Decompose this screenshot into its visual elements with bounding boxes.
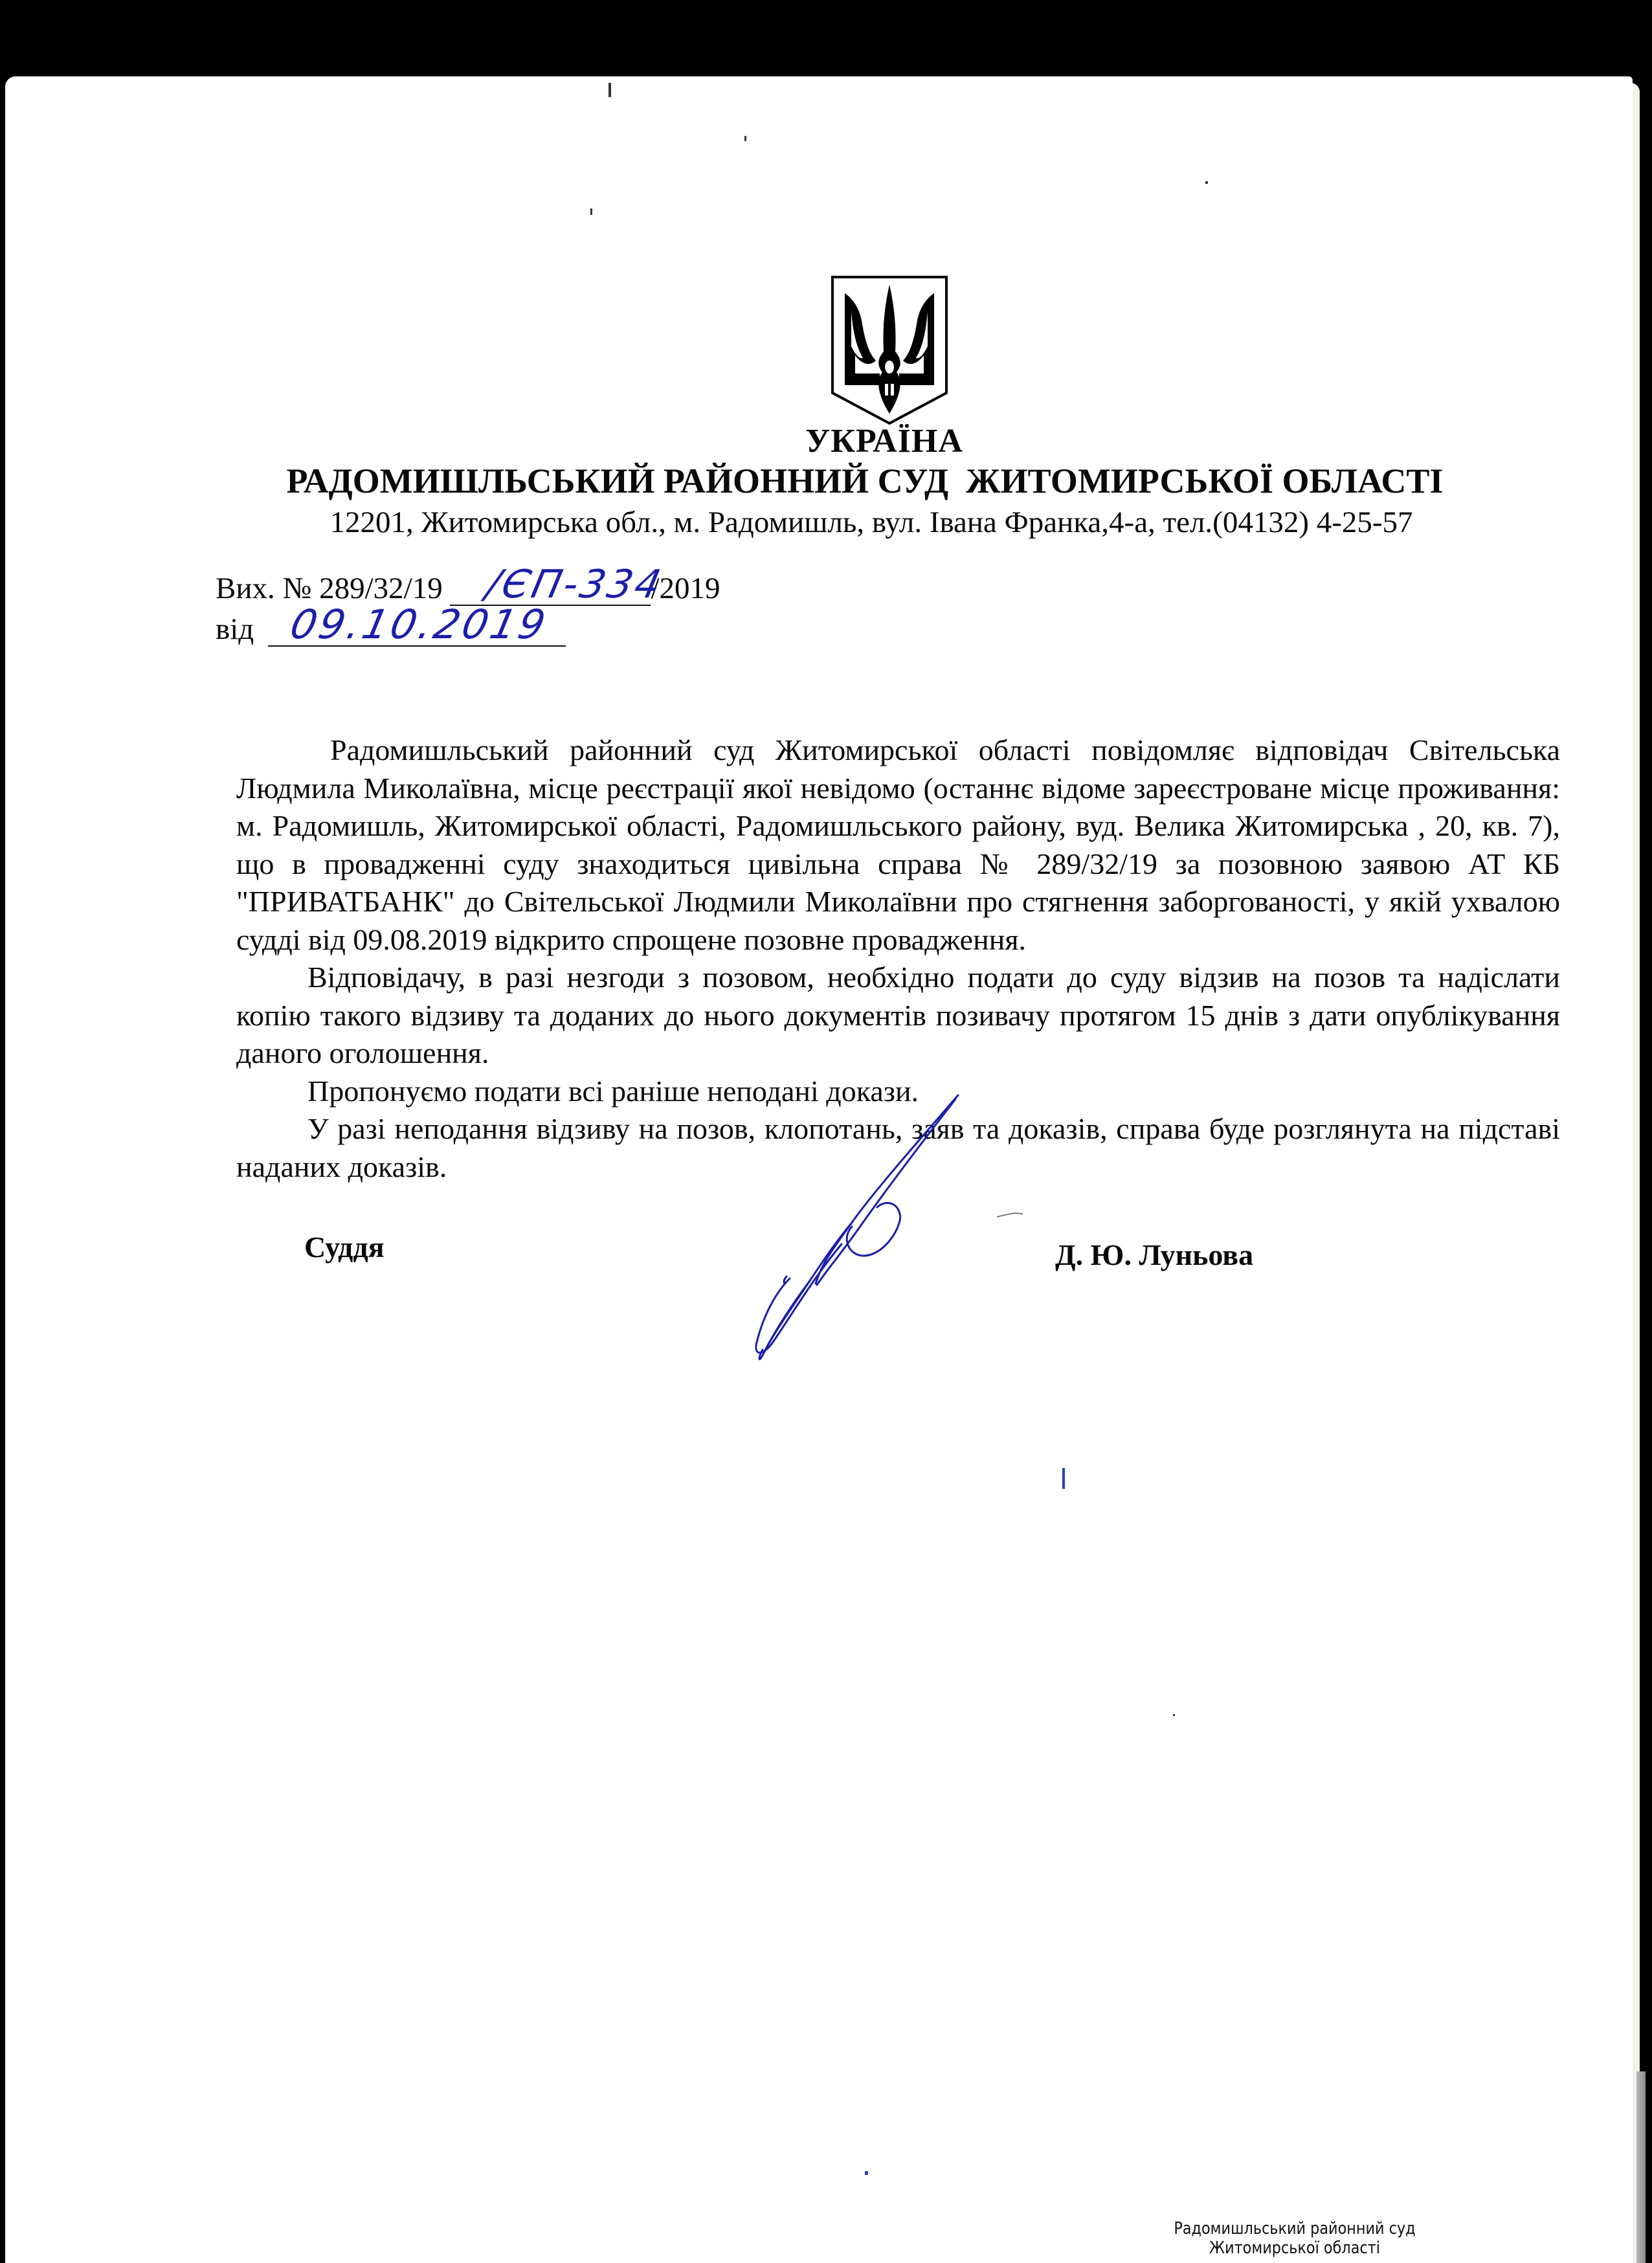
paragraph-consequences: У разі неподання відзиву на позов, клопотань, заяв та доказів, справа буде розглянута на підставі наданих доказів.: [236, 1112, 1560, 1183]
scan-speck: [608, 83, 611, 97]
ink-speck: [1062, 1468, 1065, 1489]
paragraph-notice: Радомишльський районний суд Житомирської області повідомляє відповідач Світельська Людмила Миколаївна, місце реєстрації якої невідомо (останнє відоме зареєстроване місце проживання: м. Радомишль, Житомирської області, Радомишльського району, вуд. Велика Житомирська , 20, кв. 7), що в провадженні суду знаходиться цивільна справа № 289/32/19 за позовною заявою АТ КБ "ПРИВАТБАНК" до Світельської Людмили Миколаївни про стягнення заборгованості, у якій ухвалою судді від 09.08.2019 відкрито спрощене позовне провадження.: [236, 733, 1560, 956]
judge-name: Д. Ю. Луньова: [1055, 1238, 1254, 1271]
scan-speck: [1205, 181, 1208, 184]
court-stamp-line-1: Радомишльський районний суд: [1174, 2219, 1416, 2238]
country-heading: УКРАЇНА: [805, 423, 963, 460]
date-label: від: [216, 612, 254, 646]
outgoing-number-suffix: /2019: [651, 572, 720, 605]
handwritten-outgoing-number: /ЄП-334: [482, 562, 667, 607]
paragraph-evidence-request: Пропонуємо подати всі раніше неподані докази.: [307, 1074, 919, 1108]
court-name-heading: РАДОМИШЛЬСЬКИЙ РАЙОННИЙ СУД ЖИТОМИРСЬКОЇ ОБЛАСТІ: [286, 462, 1444, 500]
scan-speck: [744, 136, 746, 141]
judge-role-label: Суддя: [304, 1231, 385, 1264]
paragraph-response-instructions: Відповідачу, в разі незгоди з позовом, необхідно подати до суду відзив на позов та надіслати копію такого відзиву та доданих до нього документів позивачу протягом 15 днів з дати опублікування даного оголошення.: [236, 961, 1560, 1069]
handwritten-date: 09.10.2019: [286, 601, 552, 648]
scan-speck: [1173, 1714, 1175, 1716]
court-stamp-line-2: Житомирської області: [1209, 2238, 1380, 2258]
ink-speck: [865, 2171, 868, 2175]
scan-speck: [590, 208, 592, 215]
scanner-edge-shadow: [1636, 2071, 1646, 2263]
court-stamp: [1128, 2219, 1462, 2258]
coat-of-arms-icon: [831, 275, 948, 425]
handwritten-signature-icon: [712, 1068, 1036, 1489]
outgoing-number-label: Вих. № 289/32/19: [216, 572, 443, 605]
court-address: 12201, Житомирська обл., м. Радомишль, вул. Івана Франка,4-а, тел.(04132) 4-25-57: [329, 506, 1413, 539]
